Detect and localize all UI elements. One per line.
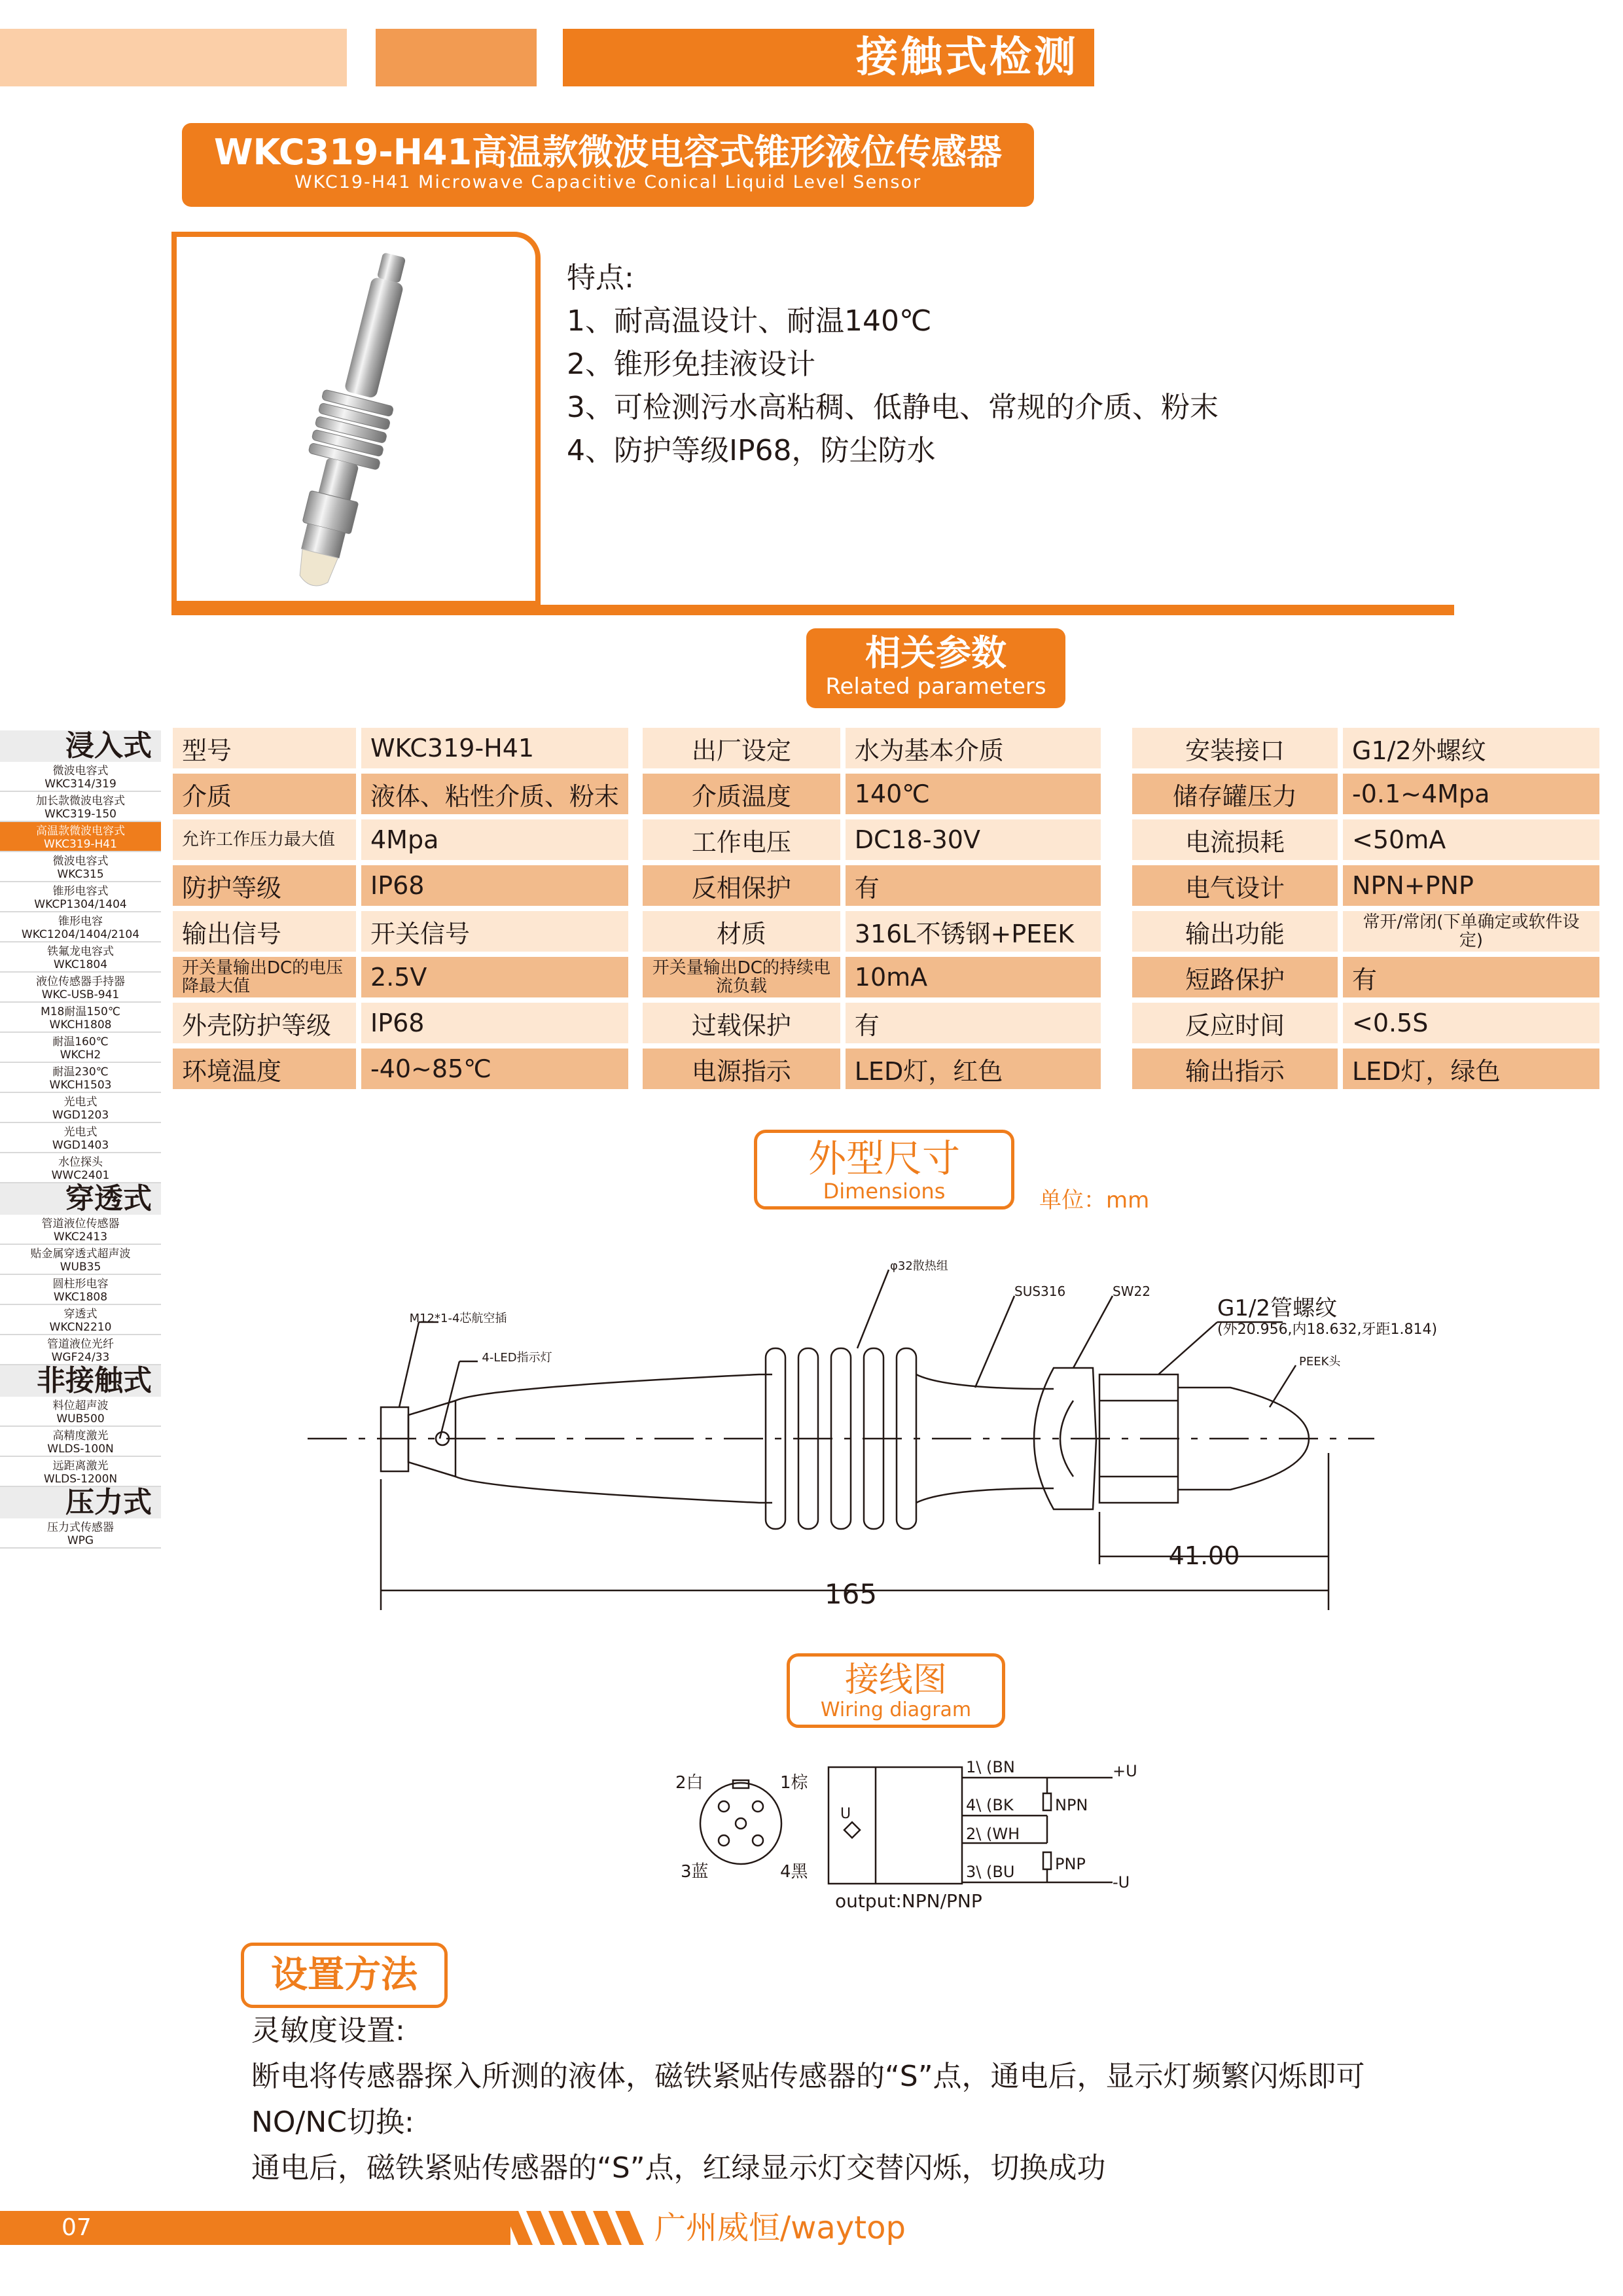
param-label: 环境温度 (173, 1049, 356, 1089)
product-photo-frame (171, 232, 541, 606)
dim-label-thread-detail: (外20.956,内18.632,牙距1.814) (1217, 1321, 1438, 1338)
sidebar-item-name: M18耐温150℃ (41, 1005, 120, 1018)
setup-title: 设置方法 (271, 1954, 418, 1996)
param-value: LED灯，绿色 (1343, 1049, 1599, 1089)
sidebar-item[interactable] (0, 912, 161, 942)
sidebar-item-model: WUB500 (56, 1412, 105, 1426)
pin-2: 2白 (675, 1773, 704, 1793)
features-heading: 特点: (567, 261, 634, 295)
param-row (1132, 957, 1599, 997)
param-value: WKC319-H41 (361, 728, 628, 768)
sidebar-item-model: WKC1808 (53, 1291, 108, 1304)
param-row (173, 865, 628, 906)
sidebar-item-model: WGD1403 (52, 1139, 109, 1152)
param-label: 短路保护 (1132, 957, 1338, 997)
sensor-photo (177, 237, 535, 601)
param-label: 输出指示 (1132, 1049, 1338, 1089)
features-list (567, 257, 1219, 473)
sidebar-item-name: 液位传感器手持器 (36, 975, 125, 988)
param-label: 储存罐压力 (1132, 774, 1338, 814)
sidebar-item[interactable] (0, 1427, 161, 1457)
sidebar-item-model: WUB35 (60, 1261, 101, 1274)
sidebar-item[interactable] (0, 1397, 161, 1427)
param-value: -0.1~4Mpa (1343, 774, 1599, 814)
sidebar-item-model: WLDS-100N (47, 1443, 114, 1456)
sidebar-item-name: 料位超声波 (52, 1399, 109, 1412)
sidebar-item-model: WKC1204/1404/2104 (21, 928, 140, 941)
wire-bu: 3\ (BU (966, 1863, 1015, 1881)
param-value: 有 (846, 1003, 1101, 1043)
param-row (173, 819, 628, 860)
param-value: IP68 (361, 1003, 628, 1043)
footer-brand: 广州威恒/waytop (654, 2210, 906, 2246)
sidebar-item-name: 圆柱形电容 (52, 1278, 109, 1291)
dimensions-unit: 单位：mm (1039, 1187, 1150, 1213)
dim-length-total: 165 (824, 1578, 878, 1610)
sidebar-item-name: 铁氟龙电容式 (47, 945, 114, 958)
sidebar-item-model: WKC-USB-941 (41, 988, 120, 1001)
sensor-u-label: U (840, 1806, 851, 1822)
setup-line: NO/NC切换: (251, 2106, 414, 2139)
param-row (173, 728, 628, 768)
feature-item: 2、锥形免挂液设计 (567, 348, 815, 381)
param-label: 输出信号 (173, 911, 356, 952)
feature-item: 1、耐高温设计、耐温140℃ (567, 304, 932, 338)
param-value: -40~85℃ (361, 1049, 628, 1089)
sidebar-item[interactable] (0, 792, 161, 822)
sidebar-item[interactable] (0, 1033, 161, 1063)
sidebar-item-model: WGF24/33 (51, 1351, 110, 1364)
dimensions-title-en: Dimensions (823, 1179, 946, 1204)
param-value: 316L不锈钢+PEEK (846, 911, 1101, 952)
sidebar-item[interactable] (0, 1123, 161, 1153)
param-row (1132, 1049, 1599, 1089)
sidebar-item-model: WPG (67, 1534, 94, 1547)
dim-label-wrench: SW22 (1113, 1283, 1150, 1299)
sidebar-item-model: WKC1804 (53, 958, 108, 971)
wiring-title-box (787, 1653, 1005, 1728)
param-row (1132, 865, 1599, 906)
param-label: 过载保护 (643, 1003, 840, 1043)
param-row (643, 1003, 1101, 1043)
output-label: output:NPN/PNP (835, 1890, 982, 1912)
param-label: 开关量输出DC的持续电流负载 (643, 957, 840, 997)
sidebar-item[interactable] (0, 1153, 161, 1183)
divider-line (171, 605, 1454, 615)
sidebar-item-model: WKC2413 (53, 1230, 108, 1244)
dim-length-tip: 41.00 (1168, 1541, 1240, 1570)
param-label: 介质温度 (643, 774, 840, 814)
param-label: 电源指示 (643, 1049, 840, 1089)
sidebar-item-name: 微波电容式 (52, 855, 109, 868)
plus-u: +U (1113, 1762, 1137, 1780)
param-label: 允许工作压力最大值 (173, 819, 356, 860)
page-number: 07 (62, 2214, 92, 2241)
sidebar-item-name: 高精度激光 (52, 1429, 109, 1443)
dim-label-heatsink: φ32散热组 (890, 1259, 948, 1273)
sidebar-item[interactable] (0, 1245, 161, 1275)
param-value: 有 (846, 865, 1101, 906)
setup-line: 灵敏度设置: (251, 2014, 405, 2047)
param-value: 常开/常闭(下单确定或软件设定) (1343, 911, 1599, 952)
param-label: 输出功能 (1132, 911, 1338, 952)
sidebar-item-model: WWC2401 (51, 1169, 110, 1182)
sidebar-item-model: WKCH1503 (49, 1079, 112, 1092)
param-value: 4Mpa (361, 819, 628, 860)
param-row (643, 911, 1101, 952)
params-title-en: Related parameters (825, 673, 1046, 700)
param-label: 介质 (173, 774, 356, 814)
param-value: 10mA (846, 957, 1101, 997)
sidebar-item[interactable] (0, 1305, 161, 1335)
sidebar-item-model: WKC319-150 (45, 808, 116, 821)
sidebar-item[interactable] (0, 762, 161, 792)
dimension-drawing (288, 1244, 1438, 1623)
param-row (643, 1049, 1101, 1089)
param-value: G1/2外螺纹 (1343, 728, 1599, 768)
feature-item: 4、防护等级IP68，防尘防水 (567, 434, 936, 467)
product-sidebar (0, 730, 161, 1549)
param-label: 反相保护 (643, 865, 840, 906)
sidebar-item-name: 耐温160℃ (52, 1035, 109, 1049)
param-label: 电流损耗 (1132, 819, 1338, 860)
param-label: 工作电压 (643, 819, 840, 860)
param-label: 反应时间 (1132, 1003, 1338, 1043)
sidebar-item-model: WGD1203 (52, 1109, 109, 1122)
sidebar-category[interactable]: 非接触式 (0, 1365, 161, 1397)
sidebar-item-name: 远距离激光 (52, 1460, 109, 1473)
sidebar-item-name: 压力式传感器 (47, 1521, 114, 1534)
sidebar-item[interactable] (0, 1335, 161, 1365)
params-table-2 (637, 723, 1106, 1094)
npn-label: NPN (1055, 1796, 1088, 1814)
sidebar-item-name: 水位探头 (58, 1156, 103, 1169)
params-table-3 (1127, 723, 1605, 1094)
param-value: 开关信号 (361, 911, 628, 952)
setup-line: 通电后，磁铁紧贴传感器的“S”点，红绿显示灯交替闪烁，切换成功 (251, 2151, 1106, 2185)
param-value: <0.5S (1343, 1003, 1599, 1043)
param-label: 外壳防护等级 (173, 1003, 356, 1043)
param-row (643, 774, 1101, 814)
dim-label-connector: M12*1-4芯航空插 (409, 1312, 507, 1325)
sidebar-item[interactable] (0, 942, 161, 973)
sidebar-item-name: 锥形电容式 (52, 885, 109, 898)
sidebar-category[interactable]: 穿透式 (0, 1183, 161, 1215)
param-value: 有 (1343, 957, 1599, 997)
header-bar-light (0, 29, 347, 86)
dim-label-led: 4-LED指示灯 (482, 1351, 552, 1365)
product-title-cn: WKC319-H41高温款微波电容式锥形液位传感器 (213, 132, 1003, 173)
sidebar-item-name: 加长款微波电容式 (36, 795, 125, 808)
sidebar-item[interactable] (0, 852, 161, 882)
param-label: 防护等级 (173, 865, 356, 906)
param-value: DC18-30V (846, 819, 1101, 860)
param-value: <50mA (1343, 819, 1599, 860)
sidebar-item[interactable] (0, 822, 161, 852)
sidebar-item[interactable] (0, 882, 161, 912)
dim-label-material: SUS316 (1014, 1283, 1066, 1299)
sidebar-item[interactable] (0, 1093, 161, 1123)
param-row (643, 865, 1101, 906)
product-title-box (182, 123, 1034, 207)
setup-title-box (241, 1943, 448, 2008)
sidebar-item-model: WKCP1304/1404 (34, 898, 127, 911)
sidebar-item-name: 锥形电容 (58, 915, 103, 928)
feature-item: 3、可检测污水高粘稠、低静电、常规的介质、粉末 (567, 391, 1219, 424)
sidebar-item-model: WKC315 (57, 868, 104, 881)
sidebar-item-name: 管道液位光纤 (47, 1338, 114, 1351)
sidebar-item-model: WLDS-1200N (43, 1473, 118, 1486)
sidebar-item-model: WKC319-H41 (44, 838, 117, 851)
pin-1: 1棕 (780, 1773, 808, 1793)
param-row (643, 728, 1101, 768)
dimensions-title-box (754, 1130, 1014, 1210)
sidebar-item[interactable] (0, 1215, 161, 1245)
pin-3: 3蓝 (681, 1862, 709, 1882)
param-value: 水为基本介质 (846, 728, 1101, 768)
sidebar-item-name: 光电式 (63, 1126, 98, 1139)
param-row (173, 911, 628, 952)
pin-4: 4黑 (780, 1862, 808, 1882)
params-table-1 (168, 723, 633, 1094)
param-value: IP68 (361, 865, 628, 906)
sidebar-item-name: 管道液位传感器 (41, 1217, 120, 1230)
footer-stripes (504, 2211, 648, 2245)
wire-wh: 2\ (WH (966, 1825, 1020, 1843)
sidebar-item[interactable] (0, 1518, 161, 1549)
param-value: 140℃ (846, 774, 1101, 814)
sidebar-item-model: WKCH1808 (49, 1018, 112, 1031)
param-label: 开关量输出DC的电压降最大值 (173, 957, 356, 997)
param-value: 2.5V (361, 957, 628, 997)
param-value: LED灯，红色 (846, 1049, 1101, 1089)
sidebar-category[interactable]: 压力式 (0, 1487, 161, 1518)
dim-label-tip: PEEK头 (1299, 1355, 1341, 1369)
param-row (1132, 819, 1599, 860)
pnp-label: PNP (1055, 1855, 1086, 1873)
product-title-en: WKC19-H41 Microwave Capacitive Conical Liquid Level Sensor (294, 172, 922, 192)
param-row (173, 774, 628, 814)
wire-bn: 1\ (BN (966, 1758, 1015, 1776)
wiring-title-cn: 接线图 (844, 1660, 947, 1700)
sidebar-item-model: WKCH2 (60, 1049, 101, 1062)
setup-instructions (251, 2008, 1365, 2191)
wiring-diagram (668, 1748, 1165, 1918)
dim-label-thread: G1/2管螺纹 (1217, 1295, 1338, 1321)
sidebar-item[interactable] (0, 1063, 161, 1093)
param-label: 电气设计 (1132, 865, 1338, 906)
sidebar-item-name: 微波电容式 (52, 764, 109, 778)
param-label: 型号 (173, 728, 356, 768)
param-row (173, 1003, 628, 1043)
param-value: 液体、粘性介质、粉末 (361, 774, 628, 814)
param-row (643, 819, 1101, 860)
param-row (1132, 911, 1599, 952)
sidebar-item[interactable] (0, 1457, 161, 1487)
sidebar-item-name: 贴金属穿透式超声波 (30, 1247, 131, 1261)
setup-line: 断电将传感器探入所测的液体，磁铁紧贴传感器的“S”点，通电后，显示灯频繁闪烁即可 (251, 2060, 1365, 2093)
dimensions-title-cn: 外型尺寸 (808, 1136, 960, 1181)
param-row (173, 957, 628, 997)
footer-bar (0, 2211, 510, 2245)
sidebar-item-name: 耐温230℃ (52, 1066, 109, 1079)
wiring-title-en: Wiring diagram (820, 1698, 972, 1721)
sidebar-item-name: 穿透式 (63, 1308, 98, 1321)
header-bar-title (563, 29, 1094, 86)
param-row (1132, 1003, 1599, 1043)
param-row (643, 957, 1101, 997)
params-title-cn: 相关参数 (865, 632, 1007, 673)
sidebar-category[interactable]: 浸入式 (0, 730, 161, 762)
param-label: 出厂设定 (643, 728, 840, 768)
param-label: 安装接口 (1132, 728, 1338, 768)
sidebar-item-name: 光电式 (63, 1096, 98, 1109)
minus-u: -U (1113, 1873, 1130, 1892)
params-title-box (806, 628, 1065, 708)
param-label: 材质 (643, 911, 840, 952)
wire-bk: 4\ (BK (966, 1796, 1014, 1814)
header-bar-mid (376, 29, 537, 86)
section-title: 接触式检测 (856, 33, 1079, 82)
param-row (1132, 774, 1599, 814)
sidebar-item-model: WKC314/319 (45, 778, 116, 791)
param-row (1132, 728, 1599, 768)
sidebar-item[interactable] (0, 973, 161, 1003)
sidebar-item[interactable] (0, 1275, 161, 1305)
param-value: NPN+PNP (1343, 865, 1599, 906)
sidebar-item[interactable] (0, 1003, 161, 1033)
sidebar-item-name: 高温款微波电容式 (36, 825, 125, 838)
param-row (173, 1049, 628, 1089)
sidebar-item-model: WKCN2210 (49, 1321, 112, 1334)
